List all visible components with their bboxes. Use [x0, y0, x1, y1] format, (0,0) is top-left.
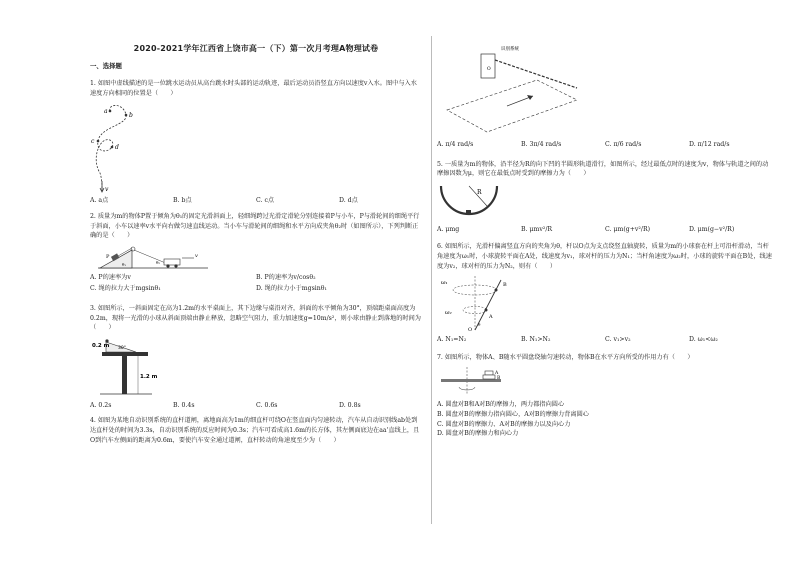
- label-30deg: 30°: [118, 345, 126, 351]
- question-6-text: 6. 如图所示，光滑杆偏离竖直方向的夹角为θ，杆以O点为支点绕竖直轴旋转，质量为m的小球套在杆上可沿杆滑动，当杆角速度为ω₁时，小球旋转平面在A处，线速度为v₁，球对杆的压力为N₁；当杆角速度为ω₂时，小球的旋转平面在B处，线速度为v₂，球对杆的压力为N₂，则有（ ）: [437, 243, 772, 270]
- question-6-options: [437, 335, 773, 345]
- label-r: R: [477, 188, 482, 196]
- q3-option-d[interactable]: D. 0.8s: [339, 401, 361, 409]
- question-5: [437, 160, 773, 235]
- point-b-dot: [125, 114, 128, 117]
- q7-option-a[interactable]: A. 圆盘对B和A对B的摩擦力，两力都指向圆心: [437, 401, 565, 409]
- point-d-dot: [111, 146, 114, 149]
- question-2: [90, 212, 422, 294]
- q4-option-c[interactable]: C. π/6 rad/s: [605, 141, 642, 148]
- q6-option-a[interactable]: A. N₁=N₂: [437, 336, 467, 344]
- q3-option-c[interactable]: C. 0.6s: [256, 401, 278, 409]
- left-column: [90, 40, 422, 448]
- point-c-dot: [97, 140, 100, 143]
- label-v: v: [105, 186, 109, 194]
- direction-arrow-head: [527, 95, 533, 100]
- q3-option-b[interactable]: B. 0.4s: [173, 401, 195, 409]
- semicircle-track: [441, 186, 497, 214]
- page-title: 2020-2021学年江西省上饶市高一（下）第一次月考理A物理试卷: [133, 44, 379, 53]
- label-v: v: [195, 252, 198, 259]
- label-a: a: [104, 108, 108, 116]
- label-1-2m: 1.2 m: [140, 373, 158, 380]
- label-b: B: [497, 376, 501, 382]
- q1-option-c[interactable]: C. c点: [256, 197, 275, 205]
- q4-option-b[interactable]: B. 3π/4 rad/s: [521, 141, 562, 148]
- block-a: [485, 371, 493, 375]
- gate-post: [481, 54, 495, 78]
- label-b: b: [129, 112, 133, 120]
- q2-option-c[interactable]: C. 绳的拉力大于mgsinθ₁: [90, 285, 161, 293]
- label-theta2: θ₂: [156, 259, 161, 265]
- ball-b: [495, 289, 498, 292]
- q6-option-c[interactable]: C. v₁>v₂: [605, 336, 631, 344]
- diver-trajectory-figure: [90, 101, 150, 193]
- label-a: A: [489, 314, 493, 321]
- question-2-options-row2: [90, 284, 422, 294]
- table-incline-figure: [92, 336, 162, 398]
- question-7-text: 7. 如图所示，物体A、B随水平圆盘绕轴匀速转动，物体B在水平方向所受的作用力有（ ）: [437, 353, 694, 361]
- q5-option-c[interactable]: C. μm(g+v²/R): [605, 225, 651, 233]
- question-3-text: 3. 如图所示，一斜面固定在高为1.2m的水平桌面上，其下边缘与桌沿对齐，斜面的水平倾角为30°，顶端距桌面高度为0.2m，现将一光滑的小球从斜面顶端由静止释放，忽略空气阻力，重力加速度g=10m/s²，则小球由静止到落地的时间为（ ）: [90, 304, 421, 332]
- block-b: [483, 375, 495, 379]
- label-b: B: [503, 282, 507, 289]
- right-column: [437, 36, 773, 442]
- q6-option-b[interactable]: B. N₁>N₂: [521, 336, 551, 344]
- q1-option-b[interactable]: B. b点: [173, 197, 192, 205]
- q4-option-a[interactable]: A. π/4 rad/s: [437, 141, 474, 148]
- barrier-arm: [495, 60, 577, 88]
- question-1-options: [90, 196, 422, 206]
- section-heading: 一、选择题: [90, 61, 122, 70]
- question-3: [90, 304, 422, 410]
- question-7: [437, 353, 773, 439]
- question-1-text: 1. 如图中虚线描述的是一位跳水运动员从高台跳水时头部的运动轨迹，最后运动员沿竖直方向以速度v入水。图中与入水速度方向相同的位置是（ ）: [90, 80, 417, 97]
- question-2-options-row1: [90, 273, 422, 283]
- cart-wheel-1: [166, 264, 169, 267]
- question-6: [437, 242, 773, 344]
- table-top: [102, 352, 148, 356]
- q2-option-b[interactable]: B. P的速率为v/cosθ₂: [256, 273, 316, 281]
- q2-option-d[interactable]: D. 绳的拉力小于mgsinθ₁: [256, 285, 327, 293]
- turntable-figure: [437, 365, 507, 397]
- label-o: O: [468, 327, 473, 333]
- question-4-options: [437, 140, 773, 150]
- label-omega1: ω₁: [441, 280, 448, 287]
- road-area: [447, 80, 577, 132]
- q5-option-a[interactable]: A. μmg: [437, 225, 460, 233]
- q5-option-d[interactable]: D. μm(g−v²/R): [689, 225, 735, 233]
- rotating-rod-figure: [437, 274, 517, 332]
- label-d: d: [115, 144, 119, 152]
- q7-option-d[interactable]: D. 圆盘对B的摩擦力和向心力: [437, 430, 519, 438]
- question-3-options: [90, 401, 422, 411]
- label-o: O: [487, 67, 491, 72]
- cart: [164, 259, 180, 265]
- label-machine: 识别系统: [501, 47, 519, 52]
- label-c: c: [91, 138, 95, 146]
- label-p: P: [106, 253, 110, 260]
- label-theta1: θ₁: [122, 261, 127, 267]
- q1-option-d[interactable]: D. d点: [339, 197, 358, 205]
- q5-option-b[interactable]: B. μmv²/R: [521, 225, 553, 233]
- label-theta: θ: [478, 322, 481, 328]
- ball-a: [485, 309, 488, 312]
- point-a-dot: [109, 110, 112, 113]
- q2-option-a[interactable]: A. P的速率为v: [90, 273, 131, 281]
- question-4-text: 4. 如图为某地自动识别系统的直杆道闸，离地面高为1m的细直杆可绕O在竖直面内匀速转动，汽车从自动识别线ab处到达直杆处的时间为3.3s，自动识别系统的反应时间为0.3s；汽车可看成高1.6m的长方体，其左侧面底边在aa'直线上，且O到汽车左侧面的距离为0.6m，要使汽车安全通过道闸，直杆转动的角速度至少为（ ）: [90, 417, 420, 444]
- q6-option-d[interactable]: D. ω₁<ω₂: [689, 336, 718, 344]
- column-divider: [431, 36, 432, 524]
- label-omega2: ω₂: [445, 310, 452, 317]
- label-a: A: [495, 371, 499, 377]
- disk: [441, 379, 501, 382]
- cart-wheel-2: [174, 264, 177, 267]
- question-4: [90, 416, 422, 445]
- q1-option-a[interactable]: A. a点: [90, 197, 109, 205]
- question-5-options: [437, 225, 773, 235]
- question-1: [90, 79, 422, 206]
- semicircle-track-figure: [437, 182, 501, 222]
- rope-2: [134, 250, 168, 264]
- q3-option-a[interactable]: A. 0.2s: [90, 401, 112, 409]
- question-2-text: 2. 质量为m的物体P置于倾角为θ₁的固定光滑斜面上，轻细绳跨过光滑定滑轮分别连接着P与小车，P与滑轮间的细绳平行于斜面，小车以速率v水平向右做匀速直线运动。当小车与滑轮间的细绳和水平方向成夹角θ₂时（如图所示），下列判断正确的是（ ）: [90, 212, 420, 240]
- object-block: [466, 210, 471, 214]
- q7-option-c[interactable]: C. 圆盘对B的摩擦力、A对B的摩擦力以及向心力: [437, 420, 571, 428]
- incline-pulley-figure: [98, 244, 208, 270]
- gate-barrier-figure: [437, 40, 587, 136]
- table-leg: [122, 356, 127, 394]
- q4-option-d[interactable]: D. π/12 rad/s: [689, 141, 730, 148]
- q7-option-b[interactable]: B. 圆盘对B的摩擦力指向圆心，A对B的摩擦力背离圆心: [437, 410, 589, 418]
- question-5-text: 5. 一质量为m的物体，沿半径为R的向下凹的半圆形轨道滑行，如图所示，经过最低点时的速度为v，物体与轨道之间的动摩擦因数为μ，则它在最低点时受到的摩擦力为（ ）: [437, 160, 769, 178]
- label-0-2m: 0.2 m: [92, 342, 110, 349]
